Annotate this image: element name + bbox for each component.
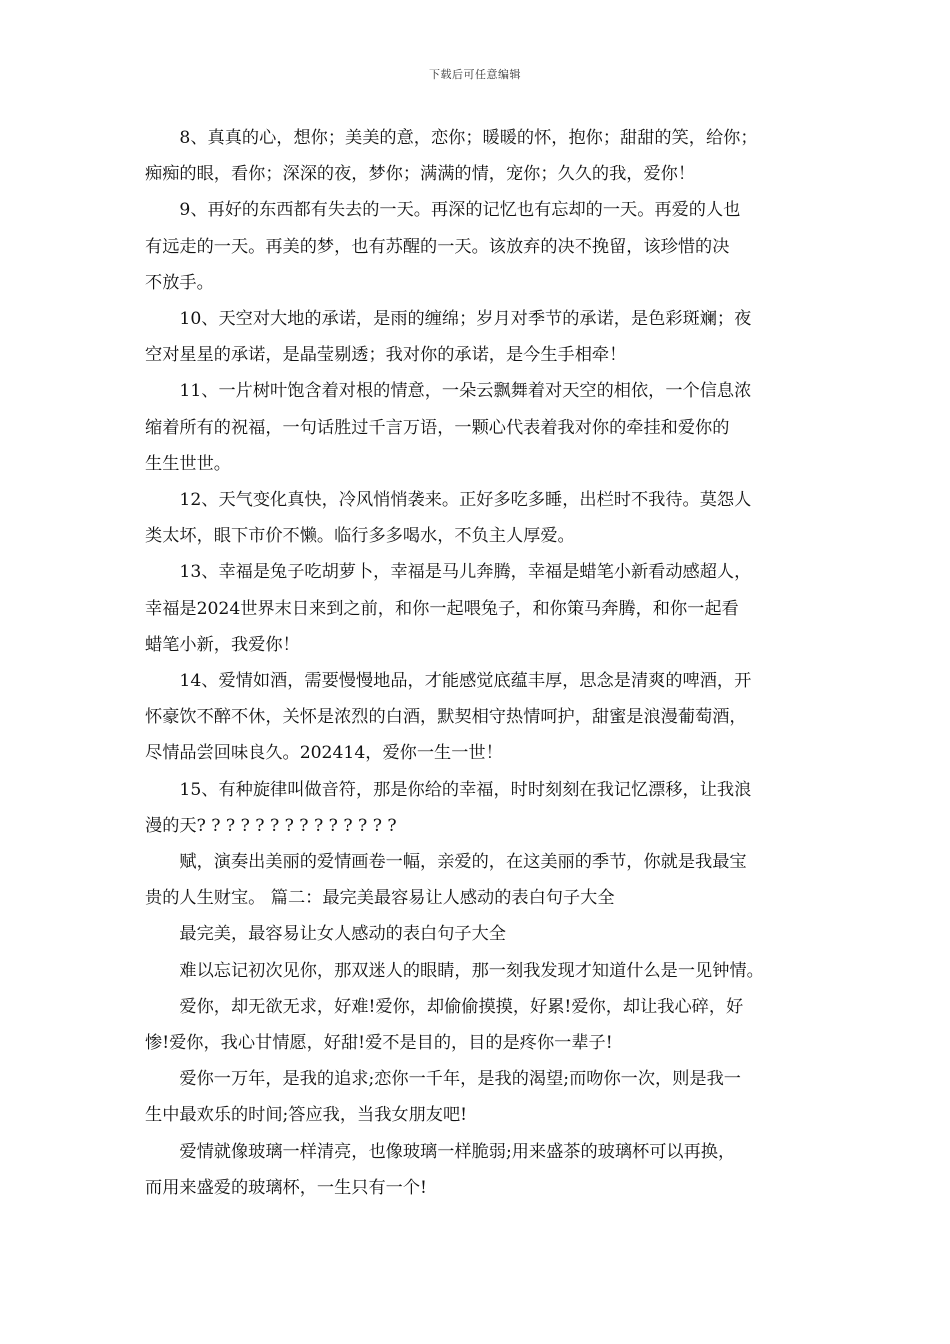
paragraph-10 bbox=[145, 301, 821, 373]
line: 8、真真的心，想你；美美的意，恋你；暖暖的怀，抱你；甜甜的笑，给你； bbox=[179, 128, 758, 148]
line: 类太坏，眼下市价不懒。临行多多喝水，不负主人厚爱。 bbox=[145, 526, 575, 547]
document-body bbox=[145, 120, 821, 1206]
section-subtitle bbox=[145, 916, 821, 952]
line: 漫的天? ? ? ? ? ? ? ? ? ? ? ? ? ? bbox=[145, 815, 397, 836]
line: 缩着所有的祝福，一句话胜过千言万语，一颗心代表着我对你的牵挂和爱你的 bbox=[145, 417, 730, 438]
line: 爱你一万年，是我的追求;恋你一千年，是我的渴望;而吻你一次，则是我一 bbox=[179, 1069, 741, 1090]
line: 幸福是2024世界末日来到之前，和你一起喂兔子，和你策马奔腾，和你一起看 bbox=[145, 598, 739, 619]
line: 贵的人生财宝。 篇二：最完美最容易让人感动的表白句子大全 bbox=[145, 888, 615, 909]
line: 12、天气变化真快，冷风悄悄袭来。正好多吃多睡，出栏时不我待。莫怨人 bbox=[179, 490, 752, 511]
paragraph-11 bbox=[145, 373, 821, 482]
line: 9、再好的东西都有失去的一天。再深的记忆也有忘却的一天。再爱的人也 bbox=[179, 200, 741, 221]
paragraph-fu bbox=[145, 844, 821, 916]
line: 惨!爱你，我心甘情愿，好甜!爱不是目的，目的是疼你一辈子! bbox=[145, 1033, 613, 1054]
line: 痴痴的眼，看你；深深的夜，梦你；满满的情，宠你；久久的我，爱你！ bbox=[145, 164, 696, 185]
line: 13、幸福是兔子吃胡萝卜，幸福是马儿奔腾，幸福是蜡笔小新看动感超人， bbox=[179, 562, 752, 583]
paragraph-ten-thousand-years bbox=[145, 1061, 821, 1133]
line: 爱情就像玻璃一样清亮，也像玻璃一样脆弱;用来盛茶的玻璃杯可以再换， bbox=[179, 1141, 736, 1162]
paragraph-glass bbox=[145, 1134, 821, 1206]
line: 14、爱情如酒，需要慢慢地品，才能感觉底蕴丰厚，思念是清爽的啤酒，开 bbox=[179, 671, 752, 692]
line: 有远走的一天。再美的梦，也有苏醒的一天。该放弃的决不挽留，该珍惜的决 bbox=[145, 236, 730, 257]
line: 爱你，却无欲无求，好难!爱你，却偷偷摸摸，好累!爱你，却让我心碎，好 bbox=[179, 996, 744, 1017]
line: 不放手。 bbox=[145, 272, 214, 293]
line: 尽情品尝回味良久。202414，爱你一生一世！ bbox=[145, 743, 503, 764]
paragraph-12 bbox=[145, 482, 821, 554]
line: 怀豪饮不醉不休，关怀是浓烈的白酒，默契相守热情呵护，甜蜜是浪漫葡萄酒， bbox=[145, 707, 747, 728]
line: 15、有种旋律叫做音符，那是你给的幸福，时时刻刻在我记忆漂移，让我浪 bbox=[179, 779, 752, 800]
line: 最完美，最容易让女人感动的表白句子大全 bbox=[179, 924, 506, 945]
paragraph-8 bbox=[145, 120, 821, 192]
line: 难以忘记初次见你，那双迷人的眼睛，那一刻我发现才知道什么是一见钟情。 bbox=[179, 960, 764, 981]
paragraph-9 bbox=[145, 192, 821, 301]
line: 空对星星的承诺，是晶莹剔透；我对你的承诺，是今生手相牵！ bbox=[145, 345, 627, 366]
line: 11、一片树叶饱含着对根的情意，一朵云飘舞着对天空的相依，一个信息浓 bbox=[179, 381, 752, 402]
line: 而用来盛爱的玻璃杯，一生只有一个! bbox=[145, 1177, 427, 1198]
line: 蜡笔小新，我爱你！ bbox=[145, 634, 300, 655]
line: 生中最欢乐的时间;答应我，当我女朋友吧! bbox=[145, 1105, 468, 1126]
paragraph-love-you bbox=[145, 989, 821, 1061]
line: 10、天空对大地的承诺，是雨的缠绵；岁月对季节的承诺，是色彩斑斓；夜 bbox=[179, 309, 752, 330]
line: 生生世世。 bbox=[145, 453, 231, 474]
paragraph-15 bbox=[145, 772, 821, 844]
paragraph-first-sight bbox=[145, 953, 821, 989]
paragraph-14 bbox=[145, 663, 821, 772]
paragraph-13 bbox=[145, 554, 821, 663]
page-header-note: 下载后可任意编辑 bbox=[429, 68, 521, 81]
line: 赋，演奏出美丽的爱情画卷一幅，亲爱的，在这美丽的季节，你就是我最宝 bbox=[179, 852, 747, 873]
